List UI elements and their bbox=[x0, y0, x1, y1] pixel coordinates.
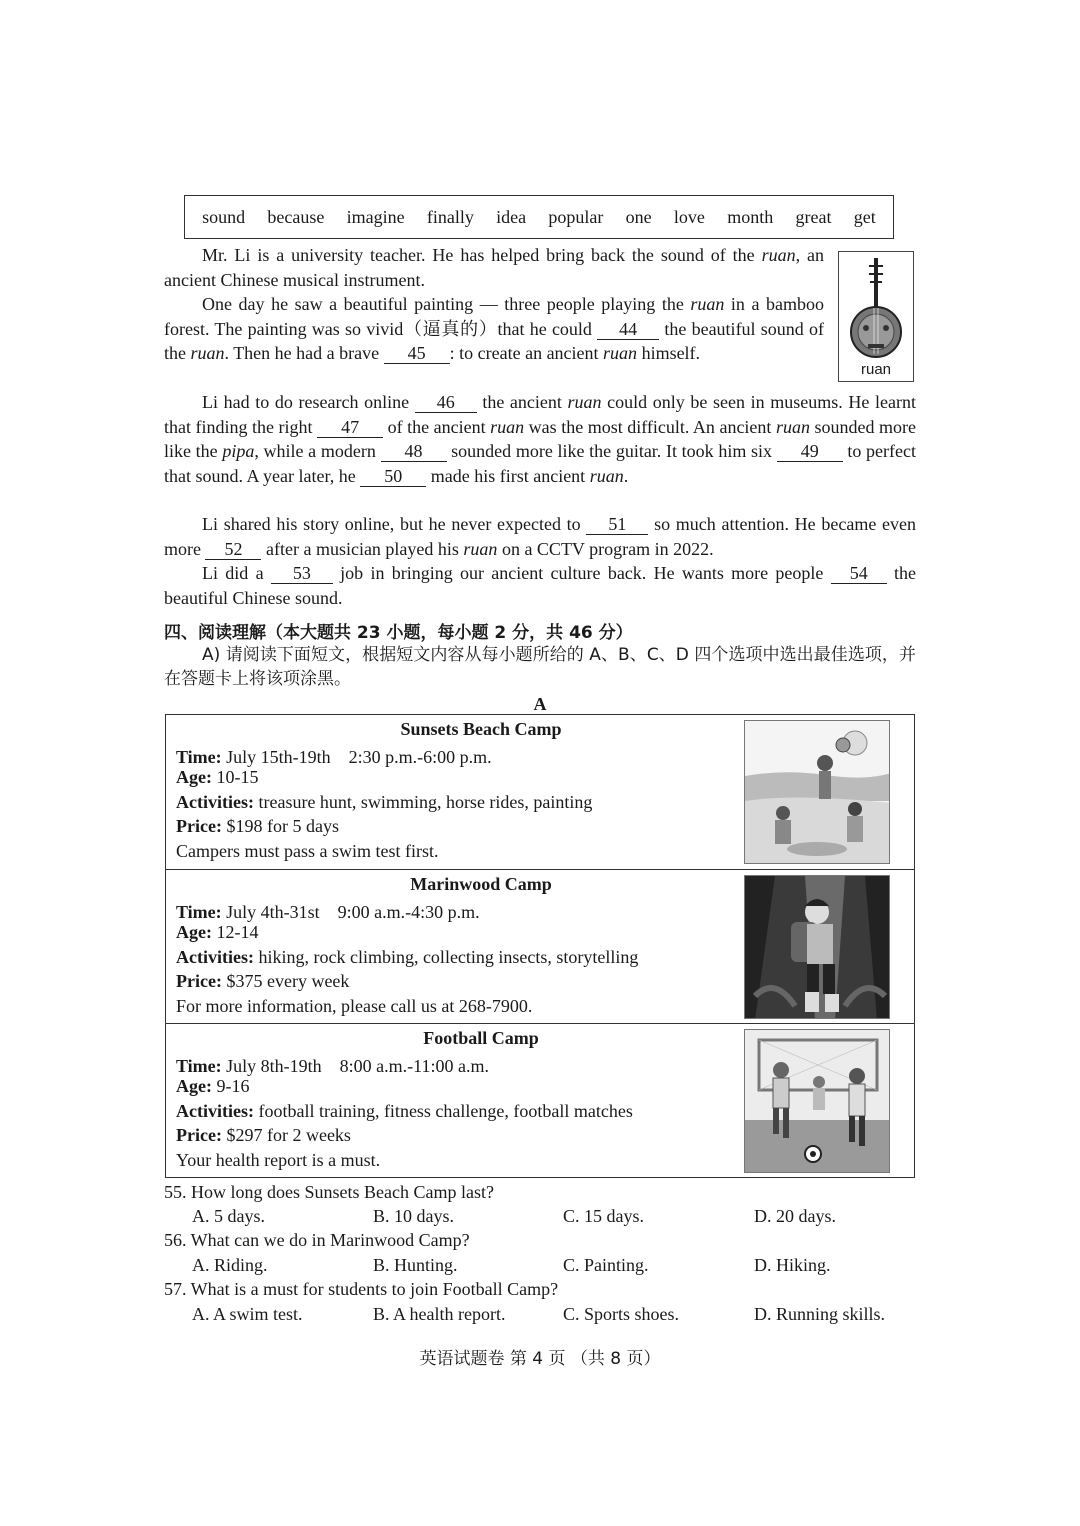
text: on a CCTV program in 2022. bbox=[497, 538, 714, 559]
text: Li shared his story online, but he never expected to bbox=[202, 514, 587, 534]
value-activities: football training, fitness challenge, football matches bbox=[258, 1101, 633, 1121]
word-bank-item: imagine bbox=[346, 206, 405, 227]
camp-age bbox=[176, 1076, 249, 1097]
label-time: Time: bbox=[176, 747, 222, 767]
text-italic: ruan bbox=[190, 343, 225, 363]
camp-row-sunsets bbox=[166, 715, 914, 870]
camp-time bbox=[176, 898, 480, 924]
word-bank-item: get bbox=[853, 206, 876, 227]
text: the beautiful sound of the bbox=[164, 318, 824, 363]
word-bank-item: month bbox=[727, 206, 774, 227]
value-price: $297 for 2 weeks bbox=[226, 1125, 351, 1145]
football-players-illustration bbox=[744, 1029, 890, 1173]
text: himself. bbox=[637, 343, 701, 363]
text: One day he saw a beautiful painting — three people playing the bbox=[202, 294, 691, 314]
text: job in bringing our ancient culture back. He wants more people bbox=[332, 563, 831, 583]
passage-paragraph-2 bbox=[164, 292, 824, 366]
text: to perfect that sound. A year later, he bbox=[164, 441, 916, 486]
question-56-option-b: B. Hunting. bbox=[373, 1255, 458, 1275]
label-age: Age: bbox=[176, 767, 212, 787]
passage-paragraph-3 bbox=[164, 390, 916, 488]
blank-50: 50 bbox=[360, 466, 426, 487]
label-activities: Activities: bbox=[176, 947, 254, 967]
camp-age bbox=[176, 922, 258, 943]
camp-activities bbox=[176, 792, 592, 813]
text: the beautiful Chinese sound. bbox=[164, 563, 916, 608]
value-age: 9-16 bbox=[216, 1076, 250, 1096]
camp-note: Your health report is a must. bbox=[176, 1150, 381, 1170]
section-title: 四、阅读理解（本大题共 23 小题，每小题 2 分，共 46 分） bbox=[164, 623, 633, 643]
value-age: 12-14 bbox=[216, 922, 259, 942]
value-price: $375 every week bbox=[226, 971, 350, 991]
blank-53: 53 bbox=[271, 563, 333, 584]
label-price: Price: bbox=[176, 1125, 222, 1145]
text-italic: ruan bbox=[567, 392, 602, 412]
text-italic: ruan bbox=[775, 416, 810, 437]
text-italic: ruan bbox=[589, 465, 624, 486]
word-bank-item: sound bbox=[202, 206, 246, 227]
value-price: $198 for 5 days bbox=[226, 816, 339, 836]
value-age: 10-15 bbox=[216, 767, 259, 787]
text: so much attention. He became even more bbox=[164, 514, 916, 559]
word-bank-item: because bbox=[267, 206, 325, 227]
camp-age bbox=[176, 767, 258, 788]
question-57-option-a: A. A swim test. bbox=[192, 1304, 303, 1324]
part-label: A bbox=[533, 694, 547, 714]
page-footer: 英语试题卷 第 4 页 （共 8 页） bbox=[419, 1349, 661, 1369]
blank-47: 47 bbox=[317, 417, 383, 438]
text: in a bamboo forest. The painting was so vivid（逼真的）that he could bbox=[164, 294, 824, 339]
word-bank-item: popular bbox=[548, 206, 604, 227]
word-bank-item: great bbox=[795, 206, 832, 227]
blank-51: 51 bbox=[586, 514, 648, 535]
word-bank-item: finally bbox=[426, 206, 474, 227]
camp-name: Football Camp bbox=[423, 1028, 539, 1048]
ruan-caption: ruan bbox=[860, 361, 892, 378]
question-57-option-b: B. A health report. bbox=[373, 1304, 506, 1324]
blank-52: 52 bbox=[205, 539, 261, 560]
camp-row-football bbox=[166, 1024, 914, 1176]
word-bank-item: idea bbox=[496, 206, 527, 227]
label-age: Age: bbox=[176, 1076, 212, 1096]
question-57-option-c: C. Sports shoes. bbox=[563, 1304, 680, 1324]
question-57-stem: 57. What is a must for students to join Football Camp? bbox=[164, 1279, 559, 1299]
text: . Then he had a brave bbox=[224, 343, 384, 363]
blank-44: 44 bbox=[597, 319, 659, 340]
label-time: Time: bbox=[176, 1056, 222, 1076]
camp-time bbox=[176, 743, 492, 769]
beach-kids-illustration bbox=[744, 720, 890, 864]
value-activities: treasure hunt, swimming, horse rides, painting bbox=[258, 792, 593, 812]
word-bank-item: one bbox=[625, 206, 652, 227]
question-55-option-b: B. 10 days. bbox=[373, 1206, 454, 1226]
label-time: Time: bbox=[176, 902, 222, 922]
question-56-option-a: A. Riding. bbox=[192, 1255, 268, 1275]
question-56-option-c: C. Painting. bbox=[563, 1255, 649, 1275]
camp-activities bbox=[176, 1101, 633, 1122]
camp-row-marinwood bbox=[166, 870, 914, 1024]
text-italic: ruan bbox=[603, 343, 638, 363]
text-italic: ruan bbox=[761, 245, 796, 265]
camp-activities bbox=[176, 947, 638, 968]
text-italic: ruan bbox=[690, 294, 725, 314]
passage-paragraph-5 bbox=[164, 561, 916, 610]
camp-price bbox=[176, 1125, 351, 1146]
text: Li had to do research online bbox=[202, 392, 415, 412]
blank-45: 45 bbox=[384, 343, 450, 364]
ruan-icon bbox=[839, 252, 913, 362]
question-57-option-d: D. Running skills. bbox=[754, 1304, 886, 1324]
value-activities: hiking, rock climbing, collecting insects, storytelling bbox=[258, 947, 639, 967]
question-56-option-d: D. Hiking. bbox=[754, 1255, 831, 1275]
word-bank-box bbox=[184, 195, 894, 239]
camp-price bbox=[176, 971, 349, 992]
camp-note: Campers must pass a swim test first. bbox=[176, 841, 439, 861]
text: , an ancient Chinese musical instrument. bbox=[164, 245, 824, 290]
text-italic: ruan bbox=[490, 416, 525, 437]
value-time: July 8th-19th 8:00 a.m.-11:00 a.m. bbox=[226, 1056, 489, 1076]
text: . bbox=[623, 465, 629, 486]
label-price: Price: bbox=[176, 816, 222, 836]
label-age: Age: bbox=[176, 922, 212, 942]
camp-price bbox=[176, 816, 339, 837]
passage-paragraph-1 bbox=[164, 243, 824, 292]
label-activities: Activities: bbox=[176, 1101, 254, 1121]
question-55-option-c: C. 15 days. bbox=[563, 1206, 644, 1226]
text: : to create an ancient bbox=[449, 343, 604, 363]
word-bank-item: love bbox=[673, 206, 705, 227]
text: could only be seen in museums. He learnt that finding the right bbox=[164, 392, 916, 437]
camp-table bbox=[165, 714, 915, 1178]
question-55-option-a: A. 5 days. bbox=[192, 1206, 265, 1226]
text-italic: ruan bbox=[463, 538, 498, 559]
section-instruction: A) 请阅读下面短文，根据短文内容从每小题所给的 A、B、C、D 四个选项中选出最佳选项，并在答题卡上将该项涂黑。 bbox=[164, 645, 916, 689]
question-56-stem: 56. What can we do in Marinwood Camp? bbox=[164, 1230, 470, 1250]
text: , while a modern bbox=[254, 441, 381, 461]
camp-name: Sunsets Beach Camp bbox=[400, 719, 562, 739]
text: Mr. Li is a university teacher. He has helped bring back the sound of the bbox=[202, 245, 762, 265]
text: after a musician played his bbox=[261, 538, 464, 559]
text: sounded more like the guitar. It took him six bbox=[446, 441, 777, 461]
camp-note: For more information, please call us at 268-7900. bbox=[176, 996, 533, 1016]
text: was the most difficult. An ancient bbox=[524, 416, 776, 437]
question-55-option-d: D. 20 days. bbox=[754, 1206, 836, 1226]
text: the ancient bbox=[476, 392, 568, 412]
text: of the ancient bbox=[383, 416, 491, 437]
ruan-illustration bbox=[838, 251, 914, 382]
label-price: Price: bbox=[176, 971, 222, 991]
passage-paragraph-4 bbox=[164, 512, 916, 561]
label-activities: Activities: bbox=[176, 792, 254, 812]
blank-54: 54 bbox=[831, 563, 887, 584]
text: sounded more like the bbox=[164, 416, 916, 461]
text: Li did a bbox=[202, 563, 271, 583]
blank-49: 49 bbox=[777, 441, 843, 462]
blank-46: 46 bbox=[415, 392, 477, 413]
text-italic: pipa bbox=[222, 441, 255, 461]
camp-name: Marinwood Camp bbox=[410, 874, 552, 894]
jungle-hiker-illustration bbox=[744, 875, 890, 1019]
value-time: July 15th-19th 2:30 p.m.-6:00 p.m. bbox=[226, 747, 492, 767]
camp-time bbox=[176, 1052, 489, 1078]
text: made his first ancient bbox=[426, 465, 590, 486]
value-time: July 4th-31st 9:00 a.m.-4:30 p.m. bbox=[226, 902, 480, 922]
question-55-stem: 55. How long does Sunsets Beach Camp last? bbox=[164, 1182, 494, 1202]
blank-48: 48 bbox=[381, 441, 447, 462]
